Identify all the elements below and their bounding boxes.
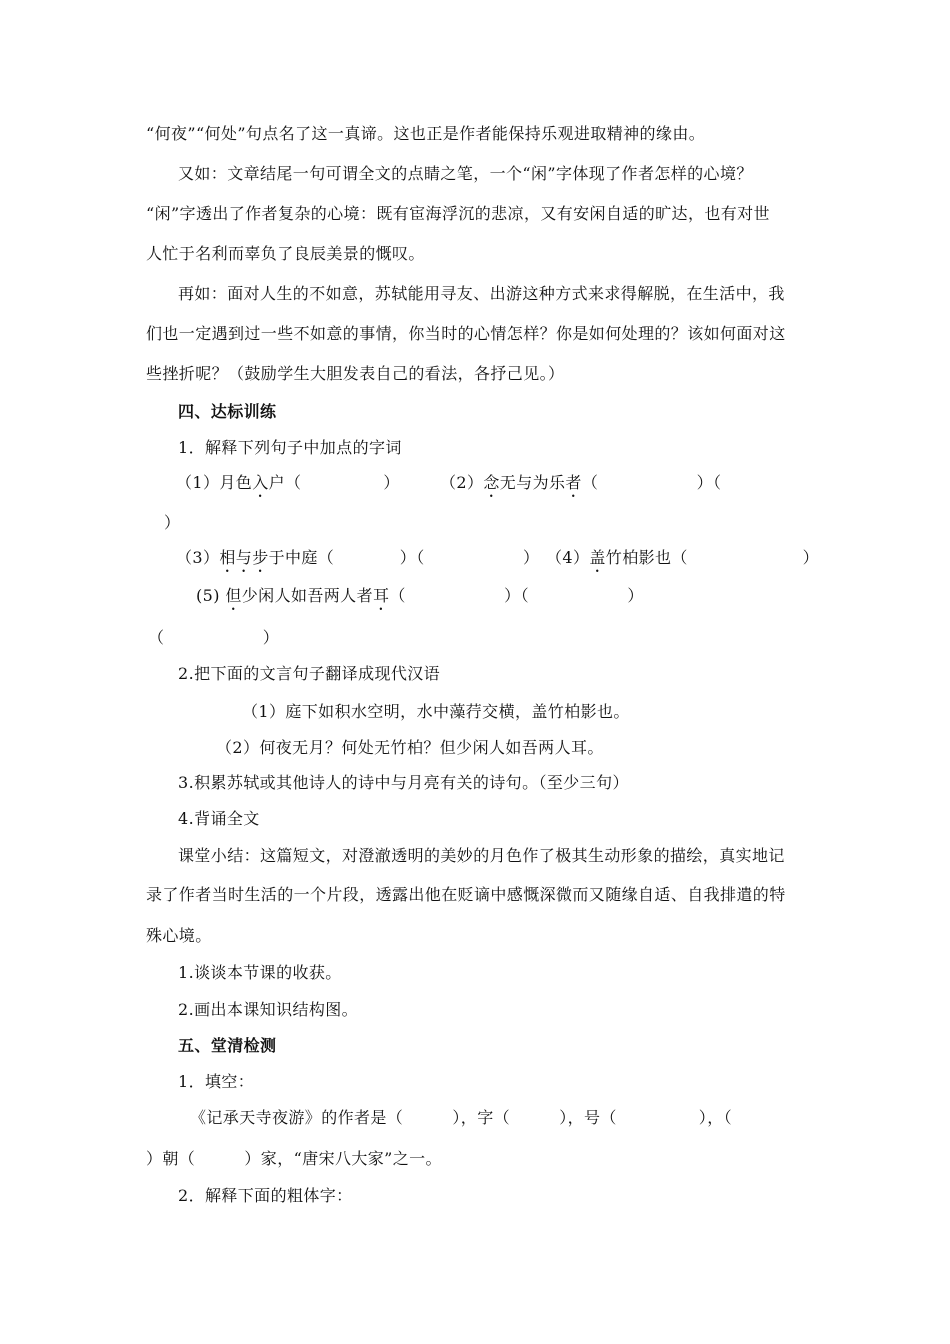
paragraph-line: “何夜”“何处”句点名了这一真谛。这也正是作者能保持乐观进取精神的缘由。 bbox=[146, 124, 706, 143]
exercise-item bbox=[176, 548, 539, 576]
item-text: （3） bbox=[176, 548, 220, 567]
item-text: 竹柏影也 bbox=[605, 548, 672, 567]
exercise-question: 2.把下面的文言句子翻译成现代汉语 bbox=[178, 664, 441, 683]
exercise-item bbox=[176, 473, 400, 501]
dotted-character: 耳 bbox=[372, 586, 390, 605]
paragraph-line: 们也一定遇到过一些不如意的事情，你当时的心情怎样？你是如何处理的？该如何面对这 bbox=[146, 324, 786, 343]
task-item: 2.画出本课知识结构图。 bbox=[178, 1000, 359, 1019]
exercise-item: （1）庭下如积水空明，水中藻荇交横，盖竹柏影也。 bbox=[242, 702, 630, 721]
paragraph-line: 又如：文章结尾一句可谓全文的点睛之笔，一个“闲”字体现了作者怎样的心境？ bbox=[178, 164, 753, 183]
exercise-item bbox=[196, 586, 644, 614]
item-text: 于中庭 bbox=[268, 548, 318, 567]
exercise-question: 3.积累苏轼或其他诗人的诗中与月亮有关的诗句。（至少三句） bbox=[178, 773, 629, 792]
dotted-character: 入 bbox=[252, 473, 269, 492]
dotted-character: 者 bbox=[565, 473, 582, 492]
item-text: 少闲人如吾两人者 bbox=[241, 586, 373, 605]
item-text: （1）月色 bbox=[176, 473, 253, 492]
answer-blank: （ ）（ ） bbox=[317, 548, 540, 567]
paragraph-line: 些挫折呢？（鼓励学生大胆发表自己的看法，各抒己见。） bbox=[146, 364, 565, 383]
paragraph-line: 再如：面对人生的不如意，苏轼能用寻友、出游这种方式来求得解脱，在生活中，我 bbox=[178, 284, 785, 303]
exercise-item bbox=[546, 548, 819, 576]
item-text: （4） bbox=[546, 548, 590, 567]
answer-blank: （ ）（ bbox=[581, 473, 722, 492]
dotted-character: 但 bbox=[225, 586, 242, 605]
paragraph-line: 录了作者当时生活的一个片段，透露出他在贬谪中感慨深微而又随缘自适、自我排遣的特 bbox=[146, 885, 786, 904]
exercise-item bbox=[440, 473, 721, 501]
exercise-question: 1．填空： bbox=[178, 1072, 255, 1091]
paragraph-line: “闲”字透出了作者复杂的心境：既有宦海浮沉的悲凉，又有安闲自适的旷达，也有对世 bbox=[146, 204, 770, 223]
item-text: (5) bbox=[196, 586, 226, 605]
task-item: 1.谈谈本节课的收获。 bbox=[178, 963, 342, 982]
answer-blank: （ ） bbox=[285, 473, 400, 492]
dotted-character: 盖 bbox=[589, 548, 606, 567]
answer-blank: （ ） bbox=[671, 548, 820, 567]
section-heading: 五、堂清检测 bbox=[178, 1036, 277, 1055]
paragraph-line: 殊心境。 bbox=[146, 926, 212, 945]
dotted-character: 相与步 bbox=[219, 548, 269, 567]
item-text: 户 bbox=[268, 473, 285, 492]
item-text: （2） bbox=[440, 473, 484, 492]
answer-blank: ） bbox=[164, 513, 181, 532]
exercise-question: 4.背诵全文 bbox=[178, 809, 260, 828]
fill-blank-line: 《记承天寺夜游》的作者是（ ），字（ ），号（ ），（ bbox=[190, 1108, 733, 1127]
section-heading: 四、达标训练 bbox=[178, 402, 277, 421]
exercise-question: 1．解释下列句子中加点的字词 bbox=[178, 438, 402, 457]
item-text: 无与为乐 bbox=[499, 473, 566, 492]
exercise-question: 2．解释下面的粗体字： bbox=[178, 1186, 353, 1205]
exercise-item: （2）何夜无月？何处无竹柏？但少闲人如吾两人耳。 bbox=[216, 738, 604, 757]
answer-blank: （ ）（ ） bbox=[389, 586, 644, 605]
paragraph-line: 课堂小结：这篇短文，对澄澈透明的美妙的月色作了极其生动形象的描绘，真实地记 bbox=[178, 846, 785, 865]
answer-blank: （ ） bbox=[148, 628, 280, 647]
dotted-character: 念 bbox=[483, 473, 500, 492]
paragraph-line: 人忙于名利而辜负了良辰美景的慨叹。 bbox=[146, 244, 425, 263]
fill-blank-line: ）朝（ ）家，“唐宋八大家”之一。 bbox=[146, 1149, 442, 1168]
